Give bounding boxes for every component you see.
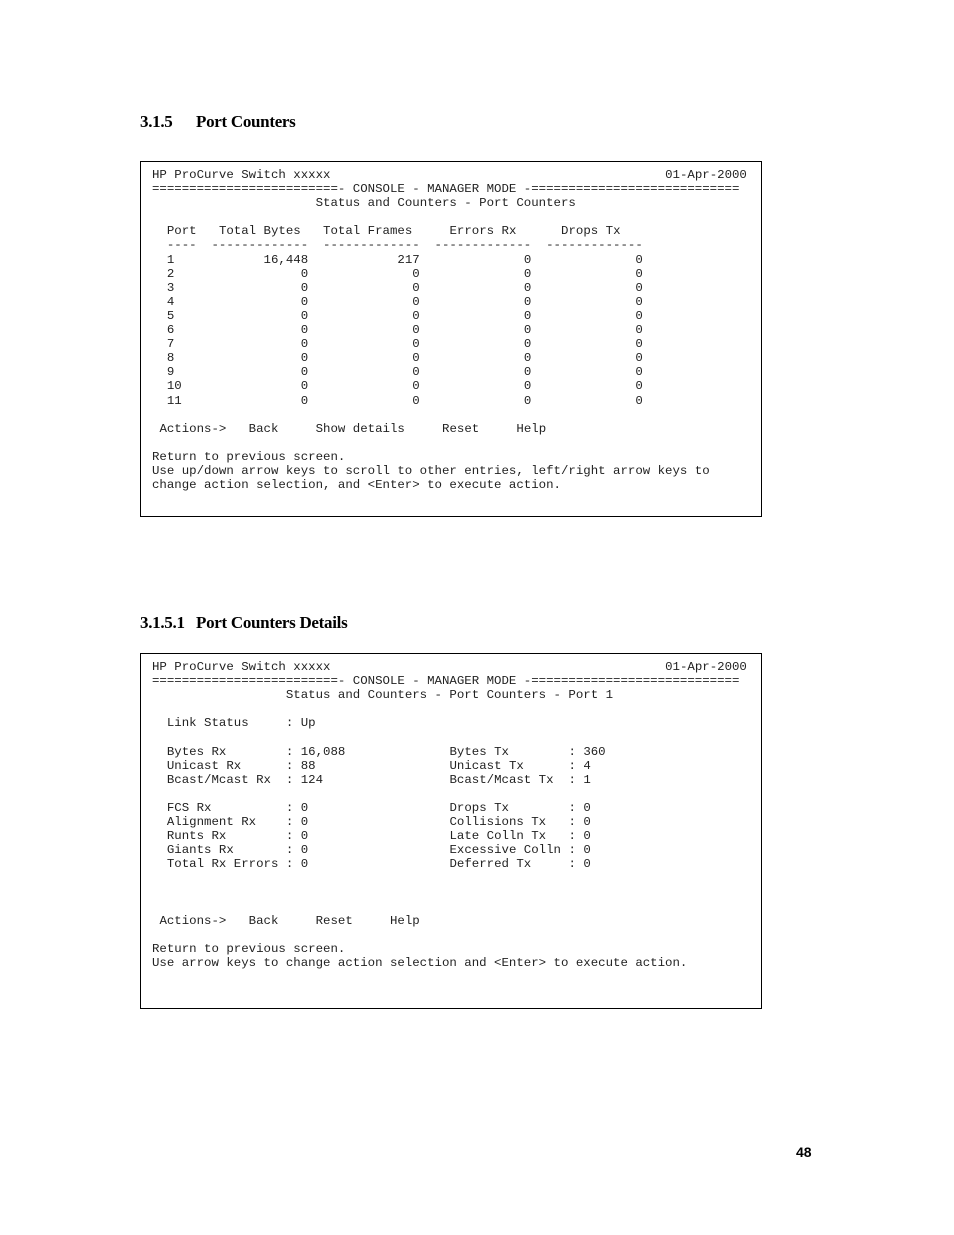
cell-drops-tx: 0 (531, 266, 643, 281)
cell-port: 6 (166, 323, 197, 338)
cell-total-frames: 0 (308, 323, 420, 338)
cell-total-frames: 217 (308, 252, 420, 267)
section-number: 3.1.5 (140, 112, 173, 131)
blank-line (152, 928, 761, 942)
section-title: Port Counters (196, 112, 296, 131)
console-header (152, 168, 761, 182)
col-header-total-frames: Total Frames (323, 224, 413, 239)
cell-errors-rx: 0 (419, 365, 532, 380)
cell-total-bytes: 0 (196, 337, 309, 352)
link-status-line: Link Status : Up (166, 716, 316, 731)
cell-total-bytes: 0 (196, 308, 309, 323)
counter-label: Excessive Colln (449, 843, 569, 858)
label-link-status: Link Status (166, 716, 286, 731)
help-line (152, 464, 761, 478)
help-line (152, 942, 761, 956)
cell-total-frames: 0 (308, 337, 420, 352)
action-help[interactable]: Help (389, 913, 420, 928)
cell-errors-rx: 0 (419, 337, 532, 352)
cell-drops-tx: 0 (531, 294, 643, 309)
counter-value: 1 (583, 772, 591, 787)
blank-line (152, 408, 761, 422)
cell-total-frames: 0 (308, 266, 420, 281)
counter-value: 0 (583, 843, 591, 858)
help-text: Return to previous screen. (152, 941, 346, 956)
cell-total-frames: 0 (308, 379, 420, 394)
cell-total-bytes: 0 (196, 379, 309, 394)
cell-drops-tx: 0 (531, 365, 643, 380)
counter-label: Total Rx Errors (166, 857, 286, 872)
help-text: Use arrow keys to change action selection and <Enter> to execute action. (152, 955, 688, 970)
cell-errors-rx: 0 (419, 266, 532, 281)
counter-label: Drops Tx (449, 800, 569, 815)
cell-total-bytes: 0 (196, 266, 309, 281)
actions-bar (152, 422, 761, 436)
cell-errors-rx: 0 (419, 280, 532, 295)
table-row[interactable] (152, 281, 761, 295)
cell-errors-rx: 0 (419, 323, 532, 338)
counter-row: Unicast Rx : 88 Unicast Tx : 4 (166, 758, 591, 773)
blank-line (152, 871, 761, 885)
action-back[interactable]: Back (248, 913, 279, 928)
table-row[interactable] (152, 394, 761, 408)
value-link-status: Up (300, 716, 316, 731)
cell-port: 3 (166, 280, 197, 295)
table-row[interactable] (152, 253, 761, 267)
cell-port: 2 (166, 266, 197, 281)
table-row[interactable] (152, 365, 761, 379)
counter-value: 0 (583, 857, 591, 872)
blank-line (152, 210, 761, 224)
counter-value: 0 (300, 815, 450, 830)
table-row[interactable] (152, 295, 761, 309)
cell-total-bytes: 0 (196, 393, 309, 408)
actions-label: Actions-> (159, 421, 227, 436)
blank-line (152, 900, 761, 914)
cell-total-frames: 0 (308, 365, 420, 380)
counter-value: 0 (300, 800, 450, 815)
blank-line (152, 886, 761, 900)
mode-banner: =========================- CONSOLE - MANAGER MODE -============================ (152, 674, 740, 689)
cell-port: 8 (166, 351, 197, 366)
counter-label: Alignment Rx (166, 815, 286, 830)
section-heading-port-counters-details (140, 613, 347, 633)
counter-label: Giants Rx (166, 843, 286, 858)
counter-label: Late Colln Tx (449, 829, 569, 844)
console-screen-port-counters (140, 161, 762, 517)
cell-total-bytes: 0 (196, 351, 309, 366)
console-title: HP ProCurve Switch xxxxx (152, 168, 331, 182)
cell-errors-rx: 0 (419, 294, 532, 309)
blank-line (152, 787, 761, 801)
console-title: HP ProCurve Switch xxxxx (152, 660, 331, 674)
counter-value: 124 (300, 772, 450, 787)
counter-value: 0 (583, 815, 591, 830)
counter-row: FCS Rx : 0 Drops Tx : 0 (166, 800, 591, 815)
subtitle-line (152, 688, 761, 702)
table-header (152, 224, 761, 238)
counter-value: 0 (583, 829, 591, 844)
actions-label: Actions-> (159, 913, 227, 928)
section-heading-port-counters (140, 112, 296, 132)
mode-line (152, 182, 761, 196)
console-header (152, 660, 761, 674)
table-header-rule: ---- ------------- ------------- ------------- ------------- (152, 238, 643, 253)
counter-row: Giants Rx : 0 Excessive Colln : 0 (166, 843, 591, 858)
cell-total-frames: 0 (308, 351, 420, 366)
counter-value: 0 (300, 843, 450, 858)
blank-line (152, 436, 761, 450)
counter-label: Unicast Rx (166, 758, 286, 773)
table-row[interactable] (152, 309, 761, 323)
counter-row: Bcast/Mcast Rx : 124 Bcast/Mcast Tx : 1 (166, 772, 591, 787)
cell-drops-tx: 0 (531, 252, 643, 267)
counter-value: 0 (583, 800, 591, 815)
help-text: Return to previous screen. (152, 449, 346, 464)
blank-line (152, 702, 761, 716)
table-row[interactable] (152, 337, 761, 351)
cell-total-bytes: 0 (196, 280, 309, 295)
cell-drops-tx: 0 (531, 280, 643, 295)
counter-row: Runts Rx : 0 Late Colln Tx : 0 (166, 829, 591, 844)
help-text: Use up/down arrow keys to scroll to other entries, left/right arrow keys to (152, 463, 710, 478)
blank-line (152, 730, 761, 744)
counter-label: Runts Rx (166, 829, 286, 844)
counter-label: Collisions Tx (449, 815, 569, 830)
col-header-errors-rx: Errors Rx (449, 224, 517, 239)
col-header-total-bytes: Total Bytes (218, 224, 301, 239)
cell-drops-tx: 0 (531, 393, 643, 408)
counter-row: Bytes Rx : 16,088 Bytes Tx : 360 (166, 744, 606, 759)
counter-value: 4 (583, 758, 591, 773)
counter-label: FCS Rx (166, 800, 286, 815)
cell-drops-tx: 0 (531, 351, 643, 366)
table-row[interactable] (152, 267, 761, 281)
subtitle-line (152, 196, 761, 210)
table-row[interactable] (152, 379, 761, 393)
console-text (152, 660, 761, 970)
counter-row: Total Rx Errors : 0 Deferred Tx : 0 (166, 857, 591, 872)
cell-port: 11 (166, 393, 197, 408)
page-number: 48 (796, 1144, 812, 1160)
console-date: 01-Apr-2000 (665, 168, 747, 182)
section-title: Port Counters Details (196, 613, 348, 632)
actions-bar (152, 914, 761, 928)
help-line (152, 956, 761, 970)
cell-errors-rx: 0 (419, 252, 532, 267)
console-date: 01-Apr-2000 (665, 660, 747, 674)
action-reset[interactable]: Reset (442, 421, 480, 436)
cell-port: 4 (166, 294, 197, 309)
col-header-port: Port (166, 224, 197, 239)
counter-label: Bytes Rx (166, 744, 286, 759)
counter-value: 88 (300, 758, 450, 773)
table-row[interactable] (152, 323, 761, 337)
mode-line (152, 674, 761, 688)
cell-drops-tx: 0 (531, 337, 643, 352)
counter-value: 0 (300, 857, 450, 872)
cell-total-frames: 0 (308, 280, 420, 295)
col-header-drops-tx: Drops Tx (561, 224, 621, 239)
action-show-details[interactable]: Show details (315, 421, 405, 436)
console-screen-port-details (140, 653, 762, 1009)
counter-label: Bcast/Mcast Rx (166, 772, 286, 787)
cell-port: 9 (166, 365, 197, 380)
cell-errors-rx: 0 (419, 379, 532, 394)
cell-errors-rx: 0 (419, 393, 532, 408)
cell-total-bytes: 0 (196, 365, 309, 380)
counter-label: Unicast Tx (449, 758, 569, 773)
action-help[interactable]: Help (516, 421, 547, 436)
cell-drops-tx: 0 (531, 379, 643, 394)
cell-total-bytes: 0 (196, 294, 309, 309)
mode-banner: =========================- CONSOLE - MANAGER MODE -============================ (152, 182, 740, 197)
section-number: 3.1.5.1 (140, 613, 185, 632)
cell-total-frames: 0 (308, 393, 420, 408)
cell-total-frames: 0 (308, 308, 420, 323)
console-text (152, 168, 761, 492)
cell-port: 5 (166, 308, 197, 323)
cell-total-frames: 0 (308, 294, 420, 309)
help-line (152, 450, 761, 464)
action-back[interactable]: Back (248, 421, 279, 436)
cell-total-bytes: 16,448 (196, 252, 309, 267)
counter-value: 360 (583, 744, 606, 759)
cell-port: 7 (166, 337, 197, 352)
counter-value: 0 (300, 829, 450, 844)
counter-label: Bytes Tx (449, 744, 569, 759)
cell-port: 1 (166, 252, 197, 267)
cell-errors-rx: 0 (419, 308, 532, 323)
screen-subtitle: Status and Counters - Port Counters (315, 196, 576, 211)
table-row[interactable] (152, 351, 761, 365)
cell-drops-tx: 0 (531, 308, 643, 323)
action-reset[interactable]: Reset (315, 913, 353, 928)
counter-label: Bcast/Mcast Tx (449, 772, 569, 787)
cell-port: 10 (166, 379, 197, 394)
cell-errors-rx: 0 (419, 351, 532, 366)
counter-label: Deferred Tx (449, 857, 569, 872)
counter-row: Alignment Rx : 0 Collisions Tx : 0 (166, 815, 591, 830)
cell-drops-tx: 0 (531, 323, 643, 338)
counter-value: 16,088 (300, 744, 450, 759)
screen-subtitle: Status and Counters - Port Counters - Port 1 (285, 688, 614, 703)
help-line (152, 478, 761, 492)
help-text: change action selection, and <Enter> to execute action. (152, 478, 561, 493)
cell-total-bytes: 0 (196, 323, 309, 338)
